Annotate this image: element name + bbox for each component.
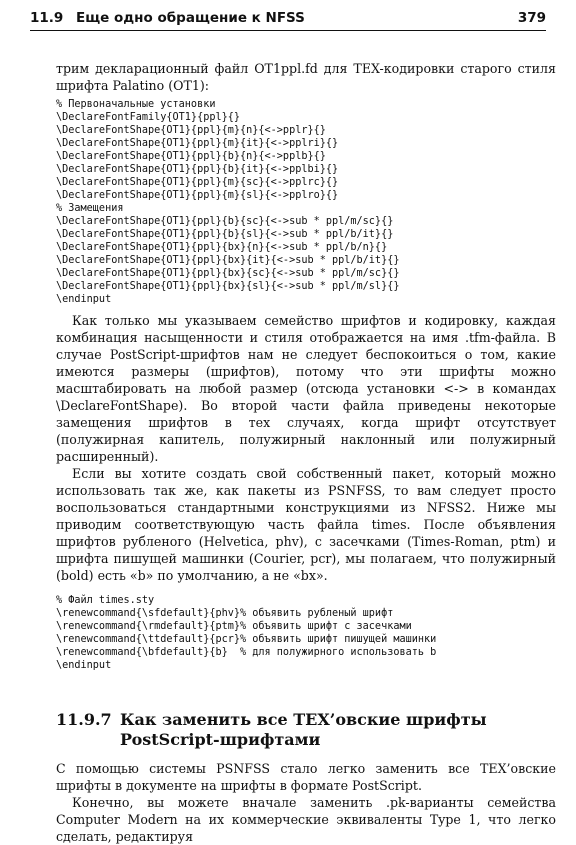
page-body bbox=[56, 60, 556, 845]
code-line: \renewcommand{\sfdefault}{phv}% объявить рубленый шрифт bbox=[56, 608, 394, 619]
paragraph-own-package: Если вы хотите создать свой собственный пакет, который можно использовать так же, как пакеты из PSNFSS, то вам следует просто воспользоваться стандартными конструкциями из NFSS2. Ниже мы приводим соответствующую часть файла times. После объявления шрифтов рубленого (Helvetica, phv), с засечками (Times-Roman, ptm) и шрифта пишущей машинки (Courier, pcr), мы полагаем, что полужирный (bold) есть «b» по умолчанию, а не «bx». bbox=[56, 466, 556, 583]
code-line: % Замещения bbox=[56, 203, 124, 214]
code-line: \DeclareFontShape{OT1}{ppl}{b}{sl}{<->sub * ppl/b/it}{} bbox=[56, 229, 394, 240]
code-line: \endinput bbox=[56, 294, 112, 305]
paragraph-pk-variants: Конечно, вы можете вначале заменить .pk-варианты семейства Computer Modern на их коммерческие эквиваленты Type 1, что легко сделать, редактируя bbox=[56, 795, 556, 844]
code-block-times-sty bbox=[56, 594, 556, 672]
running-header bbox=[30, 8, 546, 31]
code-line: \DeclareFontShape{OT1}{ppl}{m}{sl}{<->pplro}{} bbox=[56, 190, 339, 201]
code-line: \DeclareFontShape{OT1}{ppl}{bx}{it}{<->sub * ppl/b/it}{} bbox=[56, 255, 400, 266]
code-line: \DeclareFontShape{OT1}{ppl}{b}{it}{<->pplbi}{} bbox=[56, 164, 339, 175]
subsection-title-line-2: PostScript-шрифтами bbox=[120, 730, 321, 749]
subsection-heading bbox=[56, 710, 556, 750]
code-line: \DeclareFontShape{OT1}{ppl}{bx}{n}{<->sub * ppl/b/n}{} bbox=[56, 242, 388, 253]
page-number: 379 bbox=[517, 10, 546, 26]
code-line: \DeclareFontShape{OT1}{ppl}{b}{n}{<->pplb}{} bbox=[56, 151, 326, 162]
code-line: \DeclareFontShape{OT1}{ppl}{m}{sc}{<->pplrc}{} bbox=[56, 177, 339, 188]
code-line: \endinput bbox=[56, 660, 112, 671]
code-line: \DeclareFontShape{OT1}{ppl}{bx}{sl}{<->sub * ppl/m/sl}{} bbox=[56, 281, 400, 292]
code-line: \renewcommand{\rmdefault}{ptm}% объявить шрифт с засечками bbox=[56, 621, 412, 632]
paragraph-tfm-mapping: Как только мы указываем семейство шрифтов и кодировку, каждая комбинация насыщенности и стиля отображается на имя .tfm-файла. В случае PostScript-шрифтов нам не следует беспокоиться о том, какие имеются размеры (шрифтов), потому что эти шрифты можно масштабировать на любой размер (отсюда установки <-> в командах \DeclareFontShape). Во второй части файла приведены некоторые замещения шрифтов в тех случаях, когда шрифт отсутствует (полужирная капитель, полужирный наклонный или полужирный расширенный). bbox=[56, 313, 556, 464]
code-line: \DeclareFontShape{OT1}{ppl}{m}{it}{<->pplri}{} bbox=[56, 138, 339, 149]
code-line: % Первоначальные установки bbox=[56, 99, 216, 110]
header-section-title: Еще одно обращение к NFSS bbox=[76, 10, 305, 26]
intro-paragraph: трим декларационный файл OT1ppl.fd для TEX-кодировки старого стиля шрифта Palatino (OT1): bbox=[56, 61, 556, 93]
code-line: \DeclareFontShape{OT1}{ppl}{bx}{sc}{<->sub * ppl/m/sc}{} bbox=[56, 268, 400, 279]
code-line: \DeclareFontShape{OT1}{ppl}{b}{sc}{<->sub * ppl/m/sc}{} bbox=[56, 216, 394, 227]
header-section-number: 11.9 bbox=[30, 10, 64, 26]
code-line: \renewcommand{\ttdefault}{pcr}% объявить шрифт пишущей машинки bbox=[56, 634, 437, 645]
subsection-title-line-1: Как заменить все TEX’овские шрифты bbox=[120, 710, 487, 729]
code-line: \DeclareFontFamily{OT1}{ppl}{} bbox=[56, 112, 241, 123]
code-line: \DeclareFontShape{OT1}{ppl}{m}{n}{<->pplr}{} bbox=[56, 125, 326, 136]
subsection-number: 11.9.7 bbox=[56, 710, 112, 729]
code-line: % Файл times.sty bbox=[56, 595, 155, 606]
code-line: \renewcommand{\bfdefault}{b} % для полужирного использовать b bbox=[56, 647, 437, 658]
code-block-fd-file bbox=[56, 98, 556, 306]
paragraph-psnfss-replace: С помощью системы PSNFSS стало легко заменить все TEX’овские шрифты в документе на шрифты в формате PostScript. bbox=[56, 761, 556, 793]
